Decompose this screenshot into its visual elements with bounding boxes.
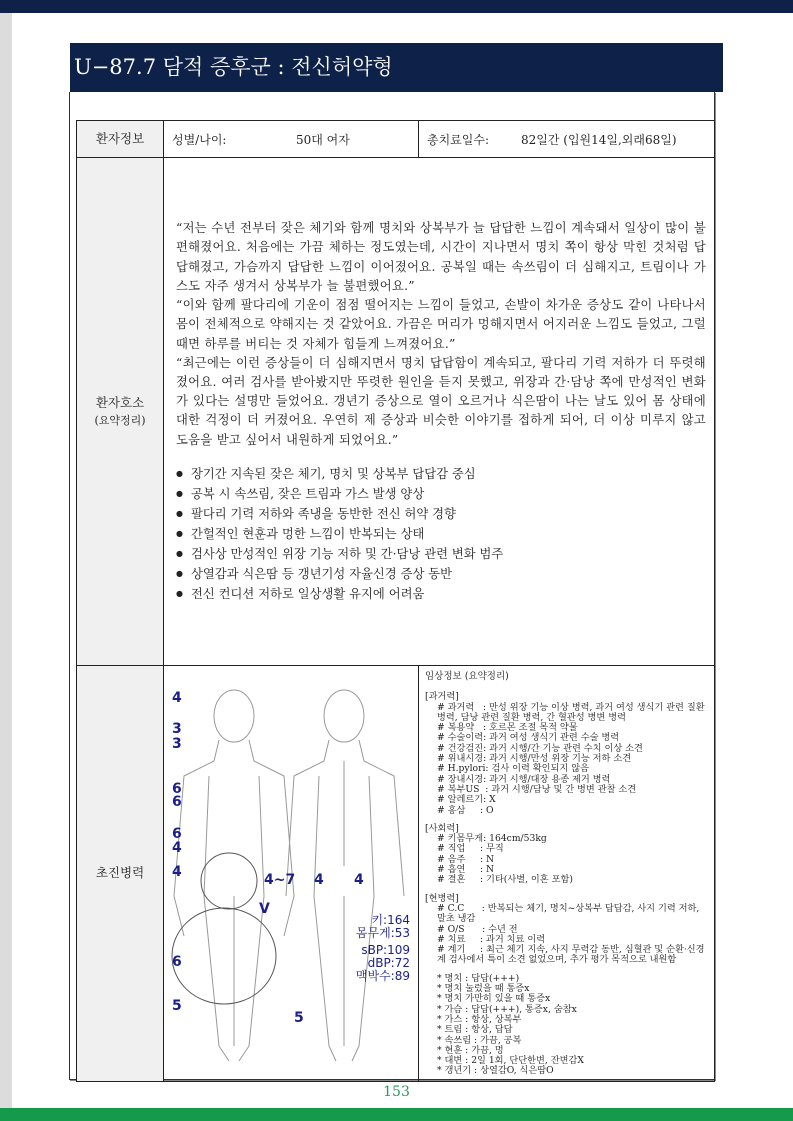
clinical-line: # O/S : 수년 전 bbox=[437, 923, 518, 935]
clinical-line: * 명치 눌렀을 때 통증x bbox=[437, 983, 530, 995]
clinical-line: * 명치 가만히 있을 때 통증x bbox=[437, 993, 551, 1005]
clinical-line: * 속쓰림 : 가끔, 공복 bbox=[437, 1034, 522, 1046]
symptom-list bbox=[425, 974, 710, 1077]
clinical-line: * 갱년기 : 상열감O, 식은땀O bbox=[437, 1065, 554, 1077]
svg-text:V: V bbox=[259, 901, 270, 917]
summary-item: ● 상열감과 식은땀 등 갱년기성 자율신경 증상 동반 bbox=[176, 564, 714, 584]
summary-item: ● 팔다리 기력 저하와 족냉을 동반한 전신 허약 경향 bbox=[176, 504, 714, 524]
summary-item: ● 간헐적인 현훈과 멍한 느낌이 반복되는 상태 bbox=[176, 524, 714, 544]
past-history-list bbox=[425, 703, 710, 816]
treatment-days-cell bbox=[419, 121, 715, 158]
complaint-quote: “이와 함께 팔다리에 기운이 점점 떨어지는 느낌이 들었고, 손발이 차가운 증상도 같이 나타나서 몸이 전체적으로 약해지는 것 같았어요. 가끔은 머리가 멍해지면서 어지러운 느낌도 들었고, 그럴 때면 하루를 버티는 것 자체가 힘들게 느껴졌어요.” bbox=[176, 298, 706, 351]
past-history-title: [과거력] bbox=[425, 691, 459, 703]
svg-text:4: 4 bbox=[354, 872, 364, 888]
clinical-line: # 음주 : N bbox=[437, 853, 495, 865]
clinical-line: # 위내시경: 과거 시행/만성 위장 기능 저하 소견 bbox=[437, 753, 632, 765]
complaint-label-sub: (요약정리) bbox=[94, 413, 146, 427]
summary-item: ● 장기간 지속된 잦은 체기, 명치 및 상복부 답답감 중심 bbox=[176, 464, 714, 484]
svg-text:6: 6 bbox=[172, 794, 182, 810]
clinical-line: # 알레르기: X bbox=[437, 794, 496, 806]
vital-dbp: dBP:72 bbox=[367, 956, 410, 970]
clinical-line: # 결혼 : 기타(사별, 이혼 포함) bbox=[437, 874, 573, 886]
complaint-label-text: 환자호소 bbox=[95, 394, 145, 410]
svg-text:4: 4 bbox=[172, 690, 182, 706]
svg-text:5: 5 bbox=[172, 998, 182, 1014]
clinical-line: # 계기 : 최근 체기 지속, 사지 무력감 동반, 심혈관 및 순환·신경계 검사에서 특이 소견 없었으며, 추가 평가 목적으로 내원함 bbox=[437, 944, 705, 966]
clinical-line: # 장내시경: 과거 시행/대장 용종 제거 병력 bbox=[437, 773, 611, 785]
clinical-info-title: 임상정보 (요약정리) bbox=[425, 671, 509, 682]
bottom-bar bbox=[0, 1108, 793, 1121]
clinical-line: * 가슴 : 답답(+++), 통증x, 숨참x bbox=[437, 1003, 577, 1015]
svg-text:6: 6 bbox=[172, 826, 182, 842]
clinical-line: # 복용약 : 호르몬 조절 목적 약물 bbox=[437, 722, 578, 734]
social-history-list bbox=[425, 834, 710, 885]
clinical-line: # 복부US : 과거 시행/담낭 및 간 병변 관찰 소견 bbox=[437, 783, 637, 795]
clinical-line: * 가스 : 항상, 상복부 bbox=[437, 1013, 522, 1025]
complaint-summary-list bbox=[164, 464, 714, 604]
svg-text:6: 6 bbox=[172, 954, 182, 970]
social-history-title: [사회력] bbox=[425, 822, 459, 834]
clinical-line: # 홍삼 : O bbox=[437, 804, 494, 816]
case-table bbox=[76, 120, 715, 1082]
complaint-label bbox=[77, 158, 164, 666]
body-diagram bbox=[164, 666, 418, 1066]
svg-text:6: 6 bbox=[172, 781, 182, 797]
complaint-row bbox=[77, 158, 715, 666]
clinical-line: * 대변 : 2일 1회, 단단한변, 잔변감X bbox=[437, 1055, 584, 1067]
complaint-content bbox=[164, 158, 715, 666]
initial-history-label: 초진병력 bbox=[77, 666, 164, 1082]
clinical-line: # 흡연 : N bbox=[437, 864, 495, 876]
svg-text:4: 4 bbox=[314, 872, 324, 888]
svg-text:4: 4 bbox=[172, 840, 182, 856]
body-chart bbox=[164, 666, 419, 1082]
treatment-days-label: 총치료일수: bbox=[427, 132, 490, 147]
svg-text:4: 4 bbox=[172, 864, 182, 880]
initial-history-row bbox=[77, 666, 715, 1082]
clinical-line: # 과거력 : 만성 위장 기능 이상 병력, 과거 여성 생식기 관련 질환 병력, 담낭 관련 질환 병력, 간 혈관성 병변 병력 bbox=[437, 701, 708, 723]
svg-text:4~7: 4~7 bbox=[264, 872, 296, 888]
sex-age-cell bbox=[164, 121, 419, 158]
clinical-line: # 직업 : 무직 bbox=[437, 843, 504, 855]
clinical-line: # 키몸무게: 164cm/53kg bbox=[437, 833, 547, 845]
clinical-line: # 치료 : 과거 치료 이력 bbox=[437, 933, 546, 945]
treatment-days-value: 82일간 (입원14일,외래68일) bbox=[521, 132, 677, 147]
complaint-quote: “최근에는 이런 증상들이 더 심해지면서 명치 답답함이 계속되고, 팔다리 기력 저하가 더 뚜렷해졌어요. 여러 검사를 받아봤지만 뚜렷한 원인을 듣지 못했고, 위장과 간·담낭 쪽에 만성적인 변화가 있다는 설명만 들었어요. 갱년기 증상으로 열이 오르거나 식은땀이 나는 날도 있어 몸 상태에 대한 걱정이 더 커졌어요. 우연히 제 증상과 비슷한 이야기를 접하게 되어, 더 이상 미루지 않고 도움을 받고 싶어서 내원하게 되었어요.” bbox=[176, 355, 706, 447]
clinical-line: # 건강검진: 과거 시행/간 기능 관련 수치 이상 소견 bbox=[437, 742, 643, 754]
svg-text:3: 3 bbox=[172, 736, 182, 752]
sex-age-label: 성별/나이: bbox=[172, 132, 227, 147]
vital-height: 키:164 bbox=[371, 913, 410, 927]
page-number: 153 bbox=[383, 1084, 410, 1100]
patient-info-row bbox=[77, 121, 715, 158]
present-illness-title: [현병력] bbox=[425, 892, 459, 904]
clinical-line: * 트림 : 항상, 답답 bbox=[437, 1024, 513, 1036]
clinical-line: # 수술이력: 과거 여성 생식기 관련 수술 병력 bbox=[437, 732, 620, 744]
patient-info-label: 환자정보 bbox=[77, 121, 164, 158]
summary-item: ● 전신 컨디션 저하로 일상생활 유지에 어려움 bbox=[176, 584, 714, 604]
complaint-quote: “저는 수년 전부터 잦은 체기와 함께 명치와 상복부가 늘 답답한 느낌이 계속돼서 일상이 많이 불편해졌어요. 처음에는 가끔 체하는 정도였는데, 시간이 지나면서 명치 쪽이 항상 막힌 것처럼 답답해졌고, 가슴까지 답답한 느낌이 이어졌어요. 공복일 때는 속쓰림이 더 심해지고, 트림이나 가스도 자주 생겨서 상복부가 늘 불편했어요.” bbox=[176, 221, 706, 293]
sex-age-value: 50대 여자 bbox=[296, 132, 350, 147]
vital-pulse: 맥박수:89 bbox=[355, 969, 410, 983]
clinical-line: # H.pylori: 검사 이력 확인되지 않음 bbox=[437, 763, 589, 775]
page-title: U−87.7 담적 증후군 : 전신허약형 bbox=[70, 43, 723, 92]
present-illness-list bbox=[425, 904, 710, 966]
top-bar bbox=[0, 0, 793, 13]
svg-text:3: 3 bbox=[172, 721, 182, 737]
clinical-line: * 현훈 : 가끔, 멍 bbox=[437, 1044, 504, 1056]
clinical-line: * 명치 : 답답(+++) bbox=[437, 972, 520, 984]
svg-text:5: 5 bbox=[294, 1010, 304, 1026]
vital-signs bbox=[356, 914, 410, 983]
vital-weight: 몸무게:53 bbox=[355, 926, 410, 940]
summary-item: ● 검사상 만성적인 위장 기능 저하 및 간·담낭 관련 변화 범주 bbox=[176, 544, 714, 564]
left-margin-strip bbox=[0, 0, 12, 1121]
summary-item: ● 공복 시 속쓰림, 잦은 트림과 가스 발생 양상 bbox=[176, 484, 714, 504]
clinical-info bbox=[419, 666, 715, 1082]
clinical-line: # C.C : 반복되는 체기, 명치~상복부 답답감, 사지 기력 저하, 말초 냉감 bbox=[437, 902, 703, 925]
vital-sbp: sBP:109 bbox=[361, 943, 410, 957]
